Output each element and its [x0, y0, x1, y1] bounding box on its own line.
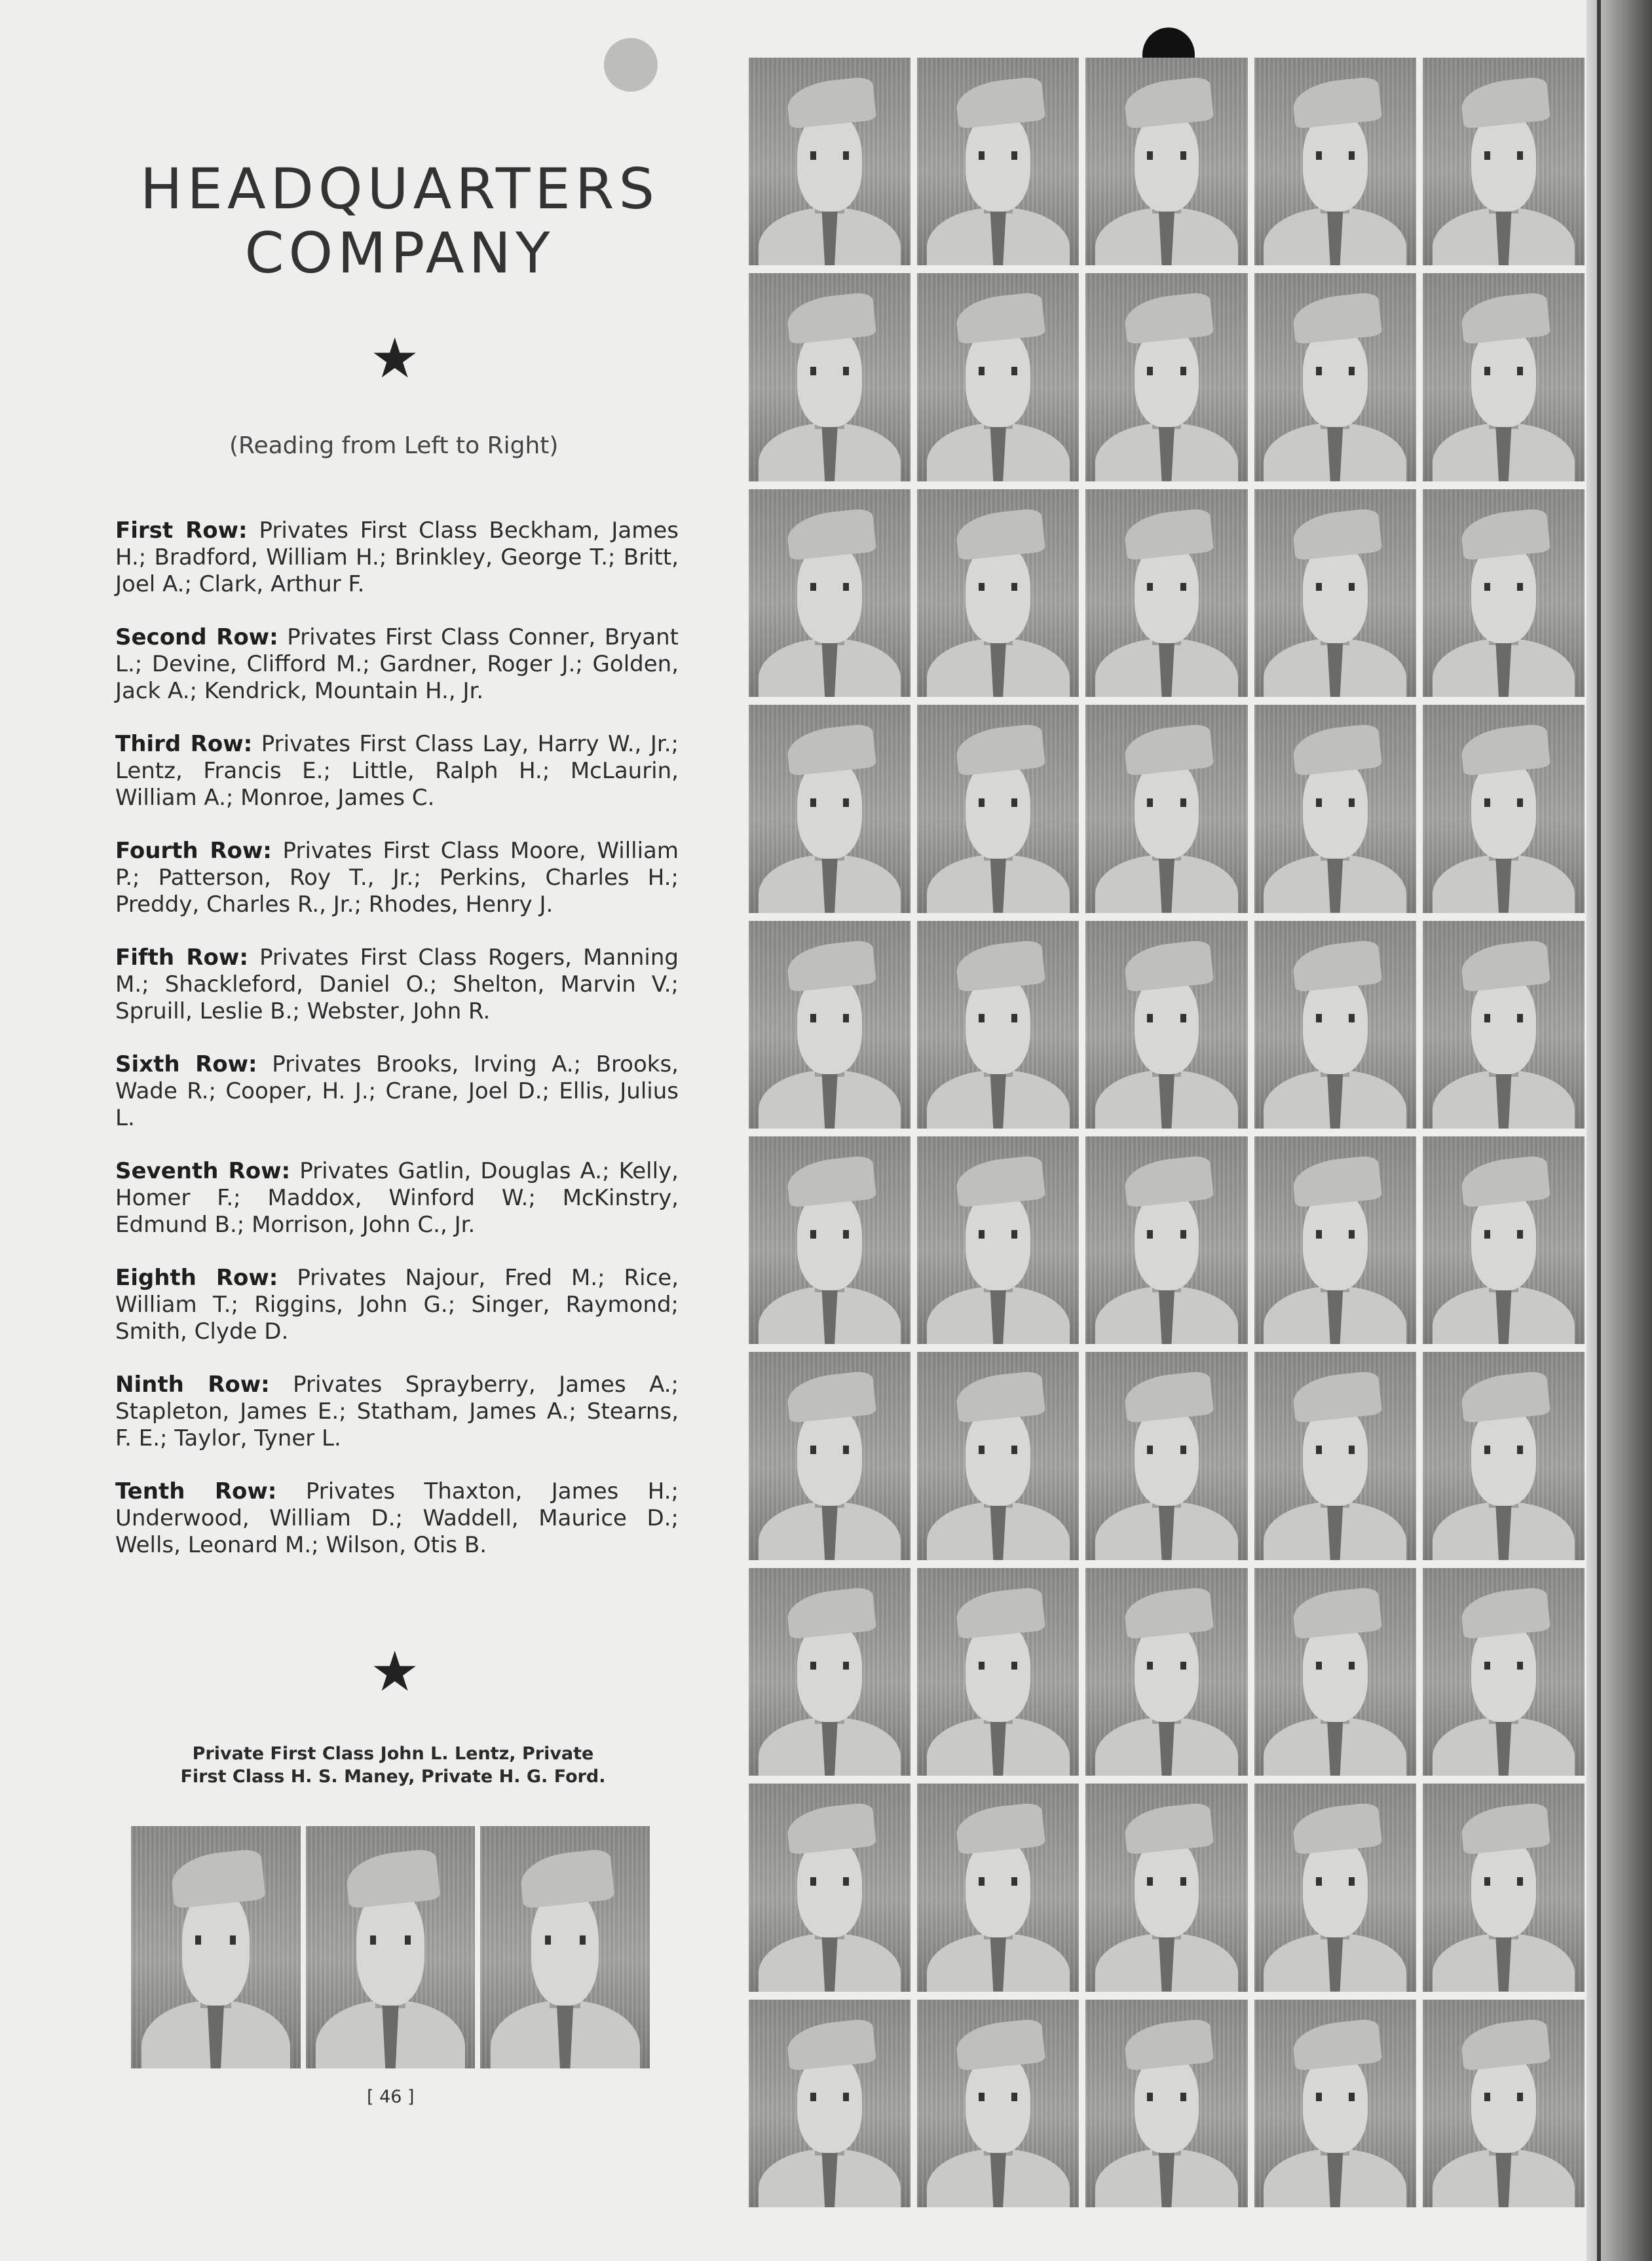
portrait-photo	[1254, 489, 1416, 697]
portrait-photo	[749, 2000, 910, 2207]
page-title: HEADQUARTERS COMPANY	[140, 157, 660, 286]
portrait-photo	[1085, 1568, 1247, 1776]
portrait-photo	[749, 1568, 910, 1776]
portrait-photo	[1085, 1784, 1247, 1991]
portrait-photo	[1423, 273, 1585, 481]
row-label: First Row:	[115, 517, 248, 544]
portrait-photo	[1423, 489, 1585, 697]
punch-hole-faded	[604, 38, 658, 92]
subtitle: (Reading from Left to Right)	[229, 432, 559, 459]
page-edge	[1586, 0, 1652, 2261]
star-icon: ★	[370, 1639, 420, 1704]
portrait-photo	[749, 1352, 910, 1560]
portrait-photo	[917, 2000, 1079, 2207]
portrait-photo	[749, 489, 910, 697]
row-caption	[115, 1372, 679, 1452]
row-names: Privates Najour, Fred M.; Rice, William T.; Riggins, John G.; Singer, Raymond; Smith, Clyde D.	[115, 1265, 679, 1345]
portrait-photo	[917, 58, 1079, 265]
row-caption	[115, 1478, 679, 1559]
portrait-photo	[749, 1136, 910, 1344]
portrait-photo	[1085, 921, 1247, 1129]
portrait-photo	[749, 58, 910, 265]
portrait-photo	[1254, 1568, 1416, 1776]
portrait-photo	[1085, 489, 1247, 697]
portrait-photo	[1423, 1136, 1585, 1344]
portrait-photo	[1085, 1136, 1247, 1344]
inset-portrait-photo	[131, 1826, 301, 2068]
row-names: Privates Sprayberry, James A.; Stapleton, James E.; Statham, James A.; Stearns, F. E.; Taylor, Tyner L.	[115, 1372, 679, 1451]
portrait-grid	[749, 58, 1585, 2207]
portrait-photo	[1423, 1352, 1585, 1560]
portrait-photo	[1085, 1352, 1247, 1560]
row-caption	[115, 1158, 679, 1239]
portrait-photo	[1254, 705, 1416, 912]
portrait-photo	[917, 1352, 1079, 1560]
portrait-photo	[1423, 921, 1585, 1129]
portrait-photo	[917, 1136, 1079, 1344]
portrait-photo	[1085, 273, 1247, 481]
portrait-photo	[917, 1784, 1079, 1991]
portrait-photo	[1423, 1568, 1585, 1776]
row-listing	[115, 495, 679, 1585]
row-label: Sixth Row:	[115, 1051, 257, 1077]
portrait-photo	[917, 489, 1079, 697]
portrait-photo	[1085, 58, 1247, 265]
row-names: Privates First Class Lay, Harry W., Jr.; Lentz, Francis E.; Little, Ralph H.; McLaurin, William A.; Monroe, James C.	[115, 731, 679, 811]
portrait-photo	[1085, 2000, 1247, 2207]
portrait-photo	[917, 921, 1079, 1129]
portrait-photo	[917, 273, 1079, 481]
row-caption	[115, 624, 679, 705]
inset-portrait-photo	[480, 1826, 650, 2068]
row-label: Eighth Row:	[115, 1265, 278, 1291]
portrait-photo	[1254, 1136, 1416, 1344]
portrait-photo	[1423, 58, 1585, 265]
row-caption	[115, 838, 679, 918]
inset-photo-strip	[131, 1826, 650, 2068]
row-caption	[115, 517, 679, 598]
row-label: Second Row:	[115, 624, 278, 650]
portrait-photo	[1423, 1784, 1585, 1991]
portrait-photo	[1254, 1784, 1416, 1991]
row-label: Ninth Row:	[115, 1372, 270, 1398]
row-names: Privates First Class Rogers, Manning M.; Shackleford, Daniel O.; Shelton, Marvin V.; Spruill, Leslie B.; Webster, John R.	[115, 944, 679, 1024]
row-names: Privates Brooks, Irving A.; Brooks, Wade R.; Cooper, H. J.; Crane, Joel D.; Ellis, Julius L.	[115, 1051, 679, 1131]
inset-caption: Private First Class John L. Lentz, Private First Class H. S. Maney, Private H. G. Ford.	[180, 1744, 606, 1787]
inset-portrait-photo	[306, 1826, 476, 2068]
portrait-photo	[1254, 2000, 1416, 2207]
star-icon: ★	[370, 326, 420, 390]
row-names: Privates First Class Moore, William P.; Patterson, Roy T., Jr.; Perkins, Charles H.; Preddy, Charles R., Jr.; Rhodes, Henry J.	[115, 838, 679, 918]
portrait-photo	[1085, 705, 1247, 912]
portrait-photo	[1423, 2000, 1585, 2207]
row-label: Fifth Row:	[115, 944, 248, 971]
portrait-photo	[1254, 58, 1416, 265]
portrait-photo	[749, 705, 910, 912]
row-caption	[115, 944, 679, 1025]
binding-line	[1597, 0, 1601, 2261]
portrait-photo	[1254, 273, 1416, 481]
row-caption	[115, 1265, 679, 1345]
portrait-photo	[917, 705, 1079, 912]
portrait-photo	[749, 273, 910, 481]
row-names: Privates Gatlin, Douglas A.; Kelly, Homer F.; Maddox, Winford W.; McKinstry, Edmund B.; Morrison, John C., Jr.	[115, 1158, 679, 1238]
portrait-photo	[749, 921, 910, 1129]
row-caption	[115, 731, 679, 812]
portrait-photo	[1254, 921, 1416, 1129]
portrait-photo	[749, 1784, 910, 1991]
page-number: [ 46 ]	[367, 2087, 415, 2107]
row-label: Tenth Row:	[115, 1478, 277, 1504]
row-label: Fourth Row:	[115, 838, 272, 864]
portrait-photo	[1423, 705, 1585, 912]
row-label: Seventh Row:	[115, 1158, 291, 1184]
row-names: Privates Thaxton, James H.; Underwood, William D.; Waddell, Maurice D.; Wells, Leonard M.; Wilson, Otis B.	[115, 1478, 679, 1558]
portrait-photo	[1254, 1352, 1416, 1560]
row-names: Privates First Class Conner, Bryant L.; Devine, Clifford M.; Gardner, Roger J.; Golden, Jack A.; Kendrick, Mountain H., Jr.	[115, 624, 679, 704]
row-label: Third Row:	[115, 731, 253, 757]
row-caption	[115, 1051, 679, 1132]
row-names: Privates First Class Beckham, James H.; Bradford, William H.; Brinkley, George T.; Britt, Joel A.; Clark, Arthur F.	[115, 517, 679, 597]
portrait-photo	[917, 1568, 1079, 1776]
